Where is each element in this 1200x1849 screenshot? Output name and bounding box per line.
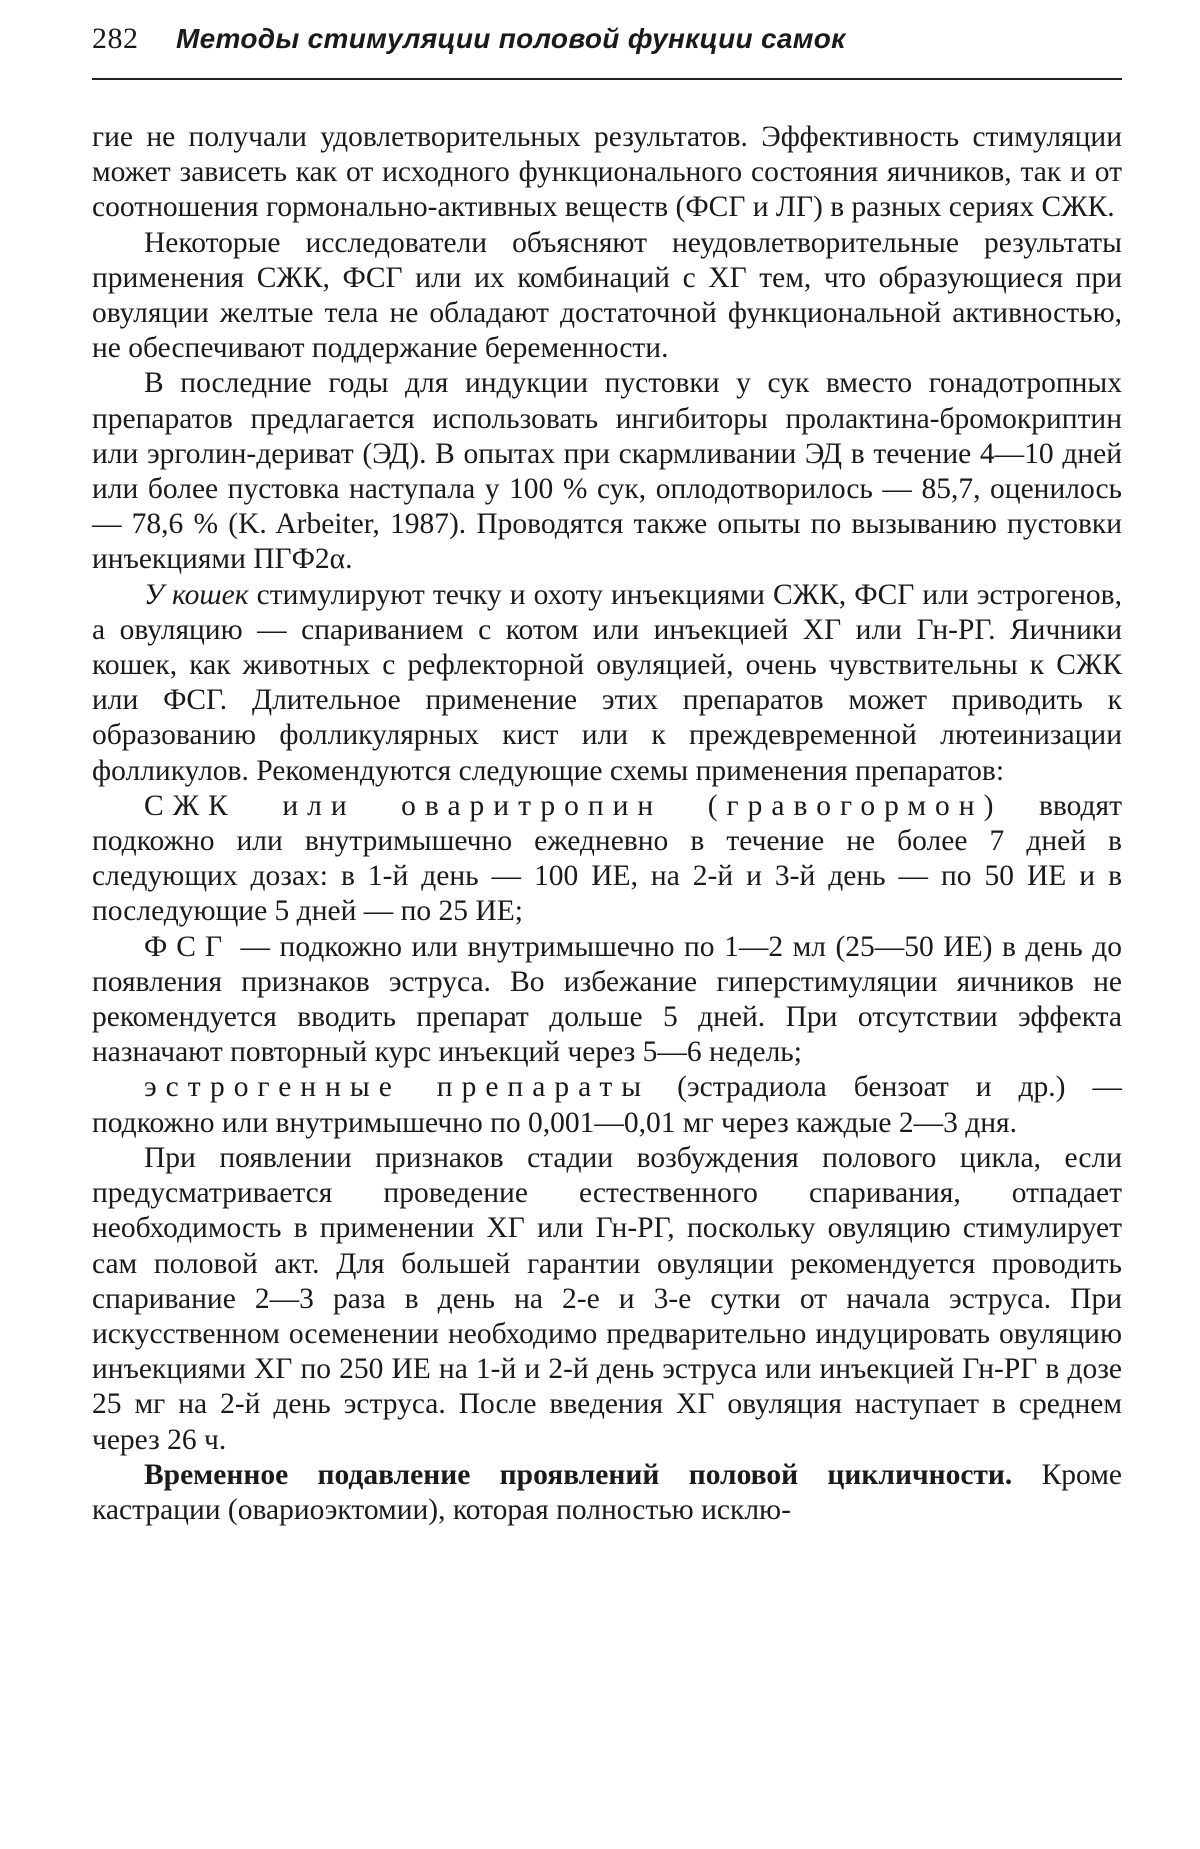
- scheme-sjk-lead: СЖК или оваритропин (гравогормон): [144, 789, 1003, 822]
- cats-text: стимулируют течку и охоту инъекциями СЖК, ФСГ или эстрогенов, а овуляцию — спариванием с котом или инъекцией ХГ или Гн-РГ. Яичники кошек, как животных с рефлекторной овуляцией, очень чувствительны к СЖК или ФСГ. Длительное применение этих препаратов может приводить к образованию фолликулярных кист или к преждевременной лютеинизации фолликулов. Рекомендуются следующие схемы применения препаратов:: [92, 578, 1122, 787]
- running-title: Методы стимуляции половой функции самок: [176, 23, 846, 54]
- suppression-text: Кроме кастрации (овариоэктомии), которая полностью исклю-: [92, 1458, 1122, 1526]
- paragraph-bitches-anestrus: В последние годы для индукции пустовки у сук вместо гонадотропных препаратов предлагается использовать ингибиторы пролактина-бромокриптин или эрголин-дериват (ЭД). В опытах при скармливании ЭД в течение 4—10 дней или более пустовка наступала у 100 % сук, оплодотворилось — 85,7, оценилось — 78,6 % (K. Arbeiter, 1987). Проводятся также опыты по вызыванию пустовки инъекциями ПГФ2α.: [92, 367, 1122, 576]
- paragraph-cats: [92, 578, 1122, 789]
- scheme-sjk-text: вводят подкожно или внутримышечно ежедневно в течение не более 7 дней в следующих дозах: в 1-й день — 100 ИЕ, на 2-й и 3-й день — по 50 ИЕ и в последующие 5 дней — по 25 ИЕ;: [92, 789, 1123, 928]
- scheme-estrogens-lead: эстрогенные препараты: [144, 1071, 651, 1104]
- page-number: 282: [92, 22, 139, 55]
- scheme-sjk: [92, 789, 1122, 930]
- scheme-estrogens: [92, 1070, 1122, 1140]
- scheme-estrogens-text: (эстрадиола бензоат и др.) — подкожно или внутримышечно по 0,001—0,01 мг через каждые 2—3 дня.: [92, 1071, 1122, 1139]
- cats-lead: У кошек: [144, 578, 249, 611]
- scheme-fsg-lead: ФСГ: [144, 930, 232, 963]
- body-text: [92, 120, 1122, 1528]
- paragraph-corpus-luteum: Некоторые исследователи объясняют неудовлетворительные результаты применения СЖК, ФСГ или их комбинаций с ХГ тем, что образующиеся при овуляции желтые тела не обладают достаточной функциональной активностью, не обеспечивают поддержание беременности.: [92, 226, 1122, 365]
- suppression-heading: Временное подавление проявлений половой цикличности.: [144, 1458, 1013, 1491]
- paragraph-suppression: [92, 1458, 1122, 1528]
- scheme-fsg-text: — подкожно или внутримышечно по 1—2 мл (25—50 ИЕ) в день до появления признаков эструса. Во избежание гиперстимуляции яичников не рекомендуется вводить препарат дольше 5 дней. При отсутствии эффекта назначают повторный курс инъекций через 5—6 недель;: [92, 930, 1122, 1069]
- paragraph-ovulation: При появлении признаков стадии возбуждения полового цикла, если предусматривается проведение естественного спаривания, отпадает необходимость в применении ХГ или Гн-РГ, поскольку овуляцию стимулирует сам половой акт. Для большей гарантии овуляции рекомендуется проводить спаривание 2—3 раза в день на 2-е и 3-е сутки от начала эструса. При искусственном осеменении необходимо предварительно индуцировать овуляцию инъекциями ХГ по 250 ИЕ на 1-й и 2-й день эструса или инъекцией Гн-РГ в дозе 25 мг на 2-й день эструса. После введения ХГ овуляция наступает в среднем через 26 ч.: [92, 1141, 1122, 1456]
- page-header: [92, 22, 1122, 80]
- scheme-fsg: [92, 930, 1122, 1071]
- book-page: [92, 22, 1122, 1528]
- paragraph-continuation: гие не получали удовлетворительных результатов. Эффективность стимуляции может зависеть как от исходного функционального состояния яичников, так и от соотношения гормонально-активных веществ (ФСГ и ЛГ) в разных сериях СЖК.: [92, 121, 1122, 224]
